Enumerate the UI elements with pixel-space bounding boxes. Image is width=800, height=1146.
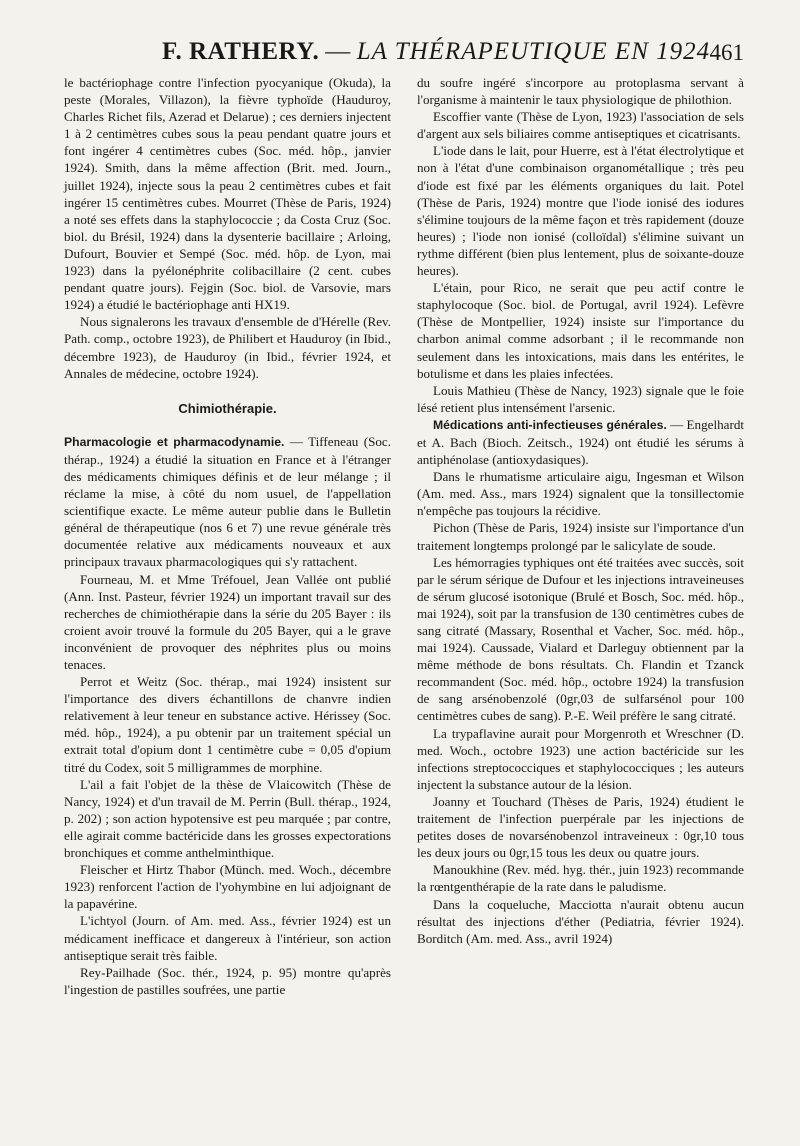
- paragraph: Fleischer et Hirtz Thabor (Münch. med. Woch., décembre 1923) renforcent l'action de l'yohymbine en lui adjoignant de la papavérine.: [64, 862, 391, 912]
- running-head-title: LA THÉRAPEUTIQUE EN 1924: [356, 38, 711, 65]
- paragraph: Pichon (Thèse de Paris, 1924) insiste sur l'importance d'un traitement longtemps prolongé par le salicylate de soude.: [417, 520, 744, 553]
- paragraph: [64, 433, 391, 571]
- paragraph: Les hémorragies typhiques ont été traitées avec succès, soit par le sérum sérique de Dufour et les injections intraveineuses de sérum glucosé isotonique (Brulé et Bosch, Soc. méd. hôp., mai 1924), soit par la transfusion de 130 centimètres cubes de sang citraté (Massary, Rosenthal et Vacher, Soc. méd. hôp., mai 1924). Caussade, Vialard et Darleguy obtiennent par la même méthode de bons résultats. Ch. Flandin et Tzanck recommandent (Soc. méd. hôp., octobre 1924) la transfusion de sang arsénobenzolé (0gr,03 de sulfarsénol pour 100 centimètres cubes de sang). P.-E. Weil préfère le sang citraté.: [417, 554, 744, 724]
- paragraph: Perrot et Weitz (Soc. thérap., mai 1924) insistent sur l'importance des divers échantillons de chanvre indien relativement à leur teneur en substance active. Hérissey (Soc. méd. hôp., 1924), a pu obtenir par un traitement spécial un extrait total d'opium dont 1 centimètre cube = 0,05 d'opium titré du Codex, soit 5 milligrammes de morphine.: [64, 674, 391, 775]
- subsection-heading: Pharmacologie et pharmacodynamie.: [64, 434, 285, 449]
- paragraph: La trypaflavine aurait pour Morgenroth et Wreschner (D. med. Woch., octobre 1923) une action bactéricide sur les infections streptococciques et staphylococciques ; les auteurs injectent la substance autour de la lésion.: [417, 725, 744, 792]
- section-title: Chimiothérapie.: [178, 400, 277, 416]
- running-head: [162, 38, 710, 66]
- running-head-separator: —: [325, 38, 351, 65]
- paragraph: L'iode dans le lait, pour Huerre, est à l'état électrolytique et non à l'état d'une combinaison organométallique ; très peu d'iode est fixé par les éléments organiques du lait. Potel (Thèse de Paris, 1924) montre que l'iode ionisé des iodures s'élimine toujours de la même façon et très rapidement (douze heures) ; l'iode non ionisé (colloïdal) s'élimine suivant un rythme différent (bien plus lentement, plus de soixante-douze heures).: [417, 143, 744, 279]
- paragraph-text: — Tiffeneau (Soc. thérap., 1924) a étudié la situation en France et à l'étranger des médicaments chimiques définis et de leur mélange ; il réclame la mise, à côté du nom usuel, de l'appellation scientifique exacte. Le même auteur publie dans le Bulletin général de thérapeutique (nos 6 et 7) une revue générale très documentée relative aux médicaments nouveaux et aux principaux travaux pharmacologiques qui s'y rattachent.: [64, 433, 392, 570]
- running-header: [64, 34, 744, 74]
- paragraph: Nous signalerons les travaux d'ensemble de d'Hérelle (Rev. Path. comp., octobre 1923), de Philibert et Hauduroy (in Ibid., décembre 1923), de Hauduroy (in Ibid., février 1924, et Annales de médecine, octobre 1924).: [64, 314, 391, 381]
- paragraph: Fourneau, M. et Mme Tréfouel, Jean Vallée ont publié (Ann. Inst. Pasteur, février 1924) un important travail sur des recherches de chimiothérapie dans la série du 205 Bayer : ils croient avoir trouvé la formule du 205 Bayer, qui a le grave inconvénient de provoquer des néphrites plus ou moins tenaces.: [64, 571, 391, 672]
- paragraph: Louis Mathieu (Thèse de Nancy, 1923) signale que le foie lésé retient plus intensément l'arsenic.: [417, 382, 744, 415]
- paragraph: Manoukhine (Rev. méd. hyg. thér., juin 1923) recommande la rœntgenthérapie de la rate dans le paludisme.: [417, 862, 744, 895]
- paragraph: Dans la coqueluche, Macciotta n'aurait obtenu aucun résultat des injections d'éther (Pediatria, février 1924). Borditch (Am. med. Ass., avril 1924): [417, 896, 744, 946]
- subsection-heading: Médications anti-infectieuses générales.: [433, 417, 667, 432]
- paragraph: du soufre ingéré s'incorpore au protoplasma servant à l'organisme à maintenir le taux physiologique de philothion.: [417, 75, 744, 108]
- paragraph: Joanny et Touchard (Thèses de Paris, 1924) étudient le traitement de l'infection puerpérale par les injections de petites doses de novarsénobenzol intraveineux : 0gr,10 tous les deux jours ou 0gr,15 tous les deux ou quatre jours.: [417, 793, 744, 861]
- text-columns: [64, 74, 744, 998]
- paragraph: L'ail a fait l'objet de la thèse de Vlaicowitch (Thèse de Nancy, 1924) et d'un travail de M. Perrin (Bull. thérap., 1924, p. 202) ; son action hypotensive est peu marquée ; par contre, elle agirait comme bactéricide dans les grosses expectorations bronchiques et comme anthelminthique.: [64, 776, 391, 861]
- paragraph-text: — Engelhardt et A. Bach (Bioch. Zeitsch., 1924) ont étudié les sérums à antiphénolase (antioxydasiques).: [417, 416, 744, 468]
- paragraph: Dans le rhumatisme articulaire aigu, Ingesman et Wilson (Am. med. Ass., mars 1924) signalent que la tonsillectomie n'empêche pas toujours la récidive.: [417, 469, 744, 519]
- paragraph: le bactériophage contre l'infection pyocyanique (Okuda), la peste (Morales, Villazon), la fièvre typhoïde (Hauduroy, Charles Richet fils, Azerad et Delarue) ; ces derniers injectent 1 à 2 centimètres cubes sous la peau pendant quatre jours et font ingérer 4 centimètres cubes (Soc. méd. hôp., janvier 1924). Smith, dans la même affection (Brit. med. Journ., juillet 1924), injecte sous la peau 2 centimètres cubes et fait ingérer 15 centimètres cubes. Mourret (Thèse de Paris, 1924) a noté ses effets dans la staphylococcie ; da Costa Cruz (Soc. biol. du Brésil, 1924) dans la dysenterie bacillaire ; Arloing, Dufourt, Bouvier et Sempé (Soc. méd. hôp. de Lyon, mai 1923) dans la pyélonéphrite colibacillaire (2 cent. cubes pendant quatre jours). Fejgin (Soc. biol. de Varsovie, mars 1924) a étudié le bactériophage anti HX19.: [64, 75, 391, 313]
- page-number: 461: [709, 40, 744, 65]
- paragraph: Rey-Pailhade (Soc. thér., 1924, p. 95) montre qu'après l'ingestion de pastilles soufrées, une partie: [64, 964, 391, 997]
- running-head-author: F. RATHERY.: [162, 38, 320, 65]
- paragraph: [417, 416, 744, 468]
- paragraph: L'étain, pour Rico, ne serait que peu actif contre le staphylocoque (Soc. biol. de Portugal, avril 1924). Lefèvre (Thèse de Montpellier, 1924) insiste sur l'importance du charbon animal comme adsorbant ; il le recommande non seulement dans les intoxications, mais dans les entérites, le botulisme et dans les plaies infectées.: [417, 280, 744, 381]
- left-column: [64, 74, 391, 998]
- paragraph: Escoffier vante (Thèse de Lyon, 1923) l'association de sels d'argent aux sels biliaires comme antiseptiques et cicatrisants.: [417, 109, 744, 142]
- paragraph: L'ichtyol (Journ. of Am. med. Ass., février 1924) est un médicament inefficace et dangereux à l'intérieur, son action antiseptique serait très faible.: [64, 913, 391, 963]
- right-column: [417, 74, 744, 998]
